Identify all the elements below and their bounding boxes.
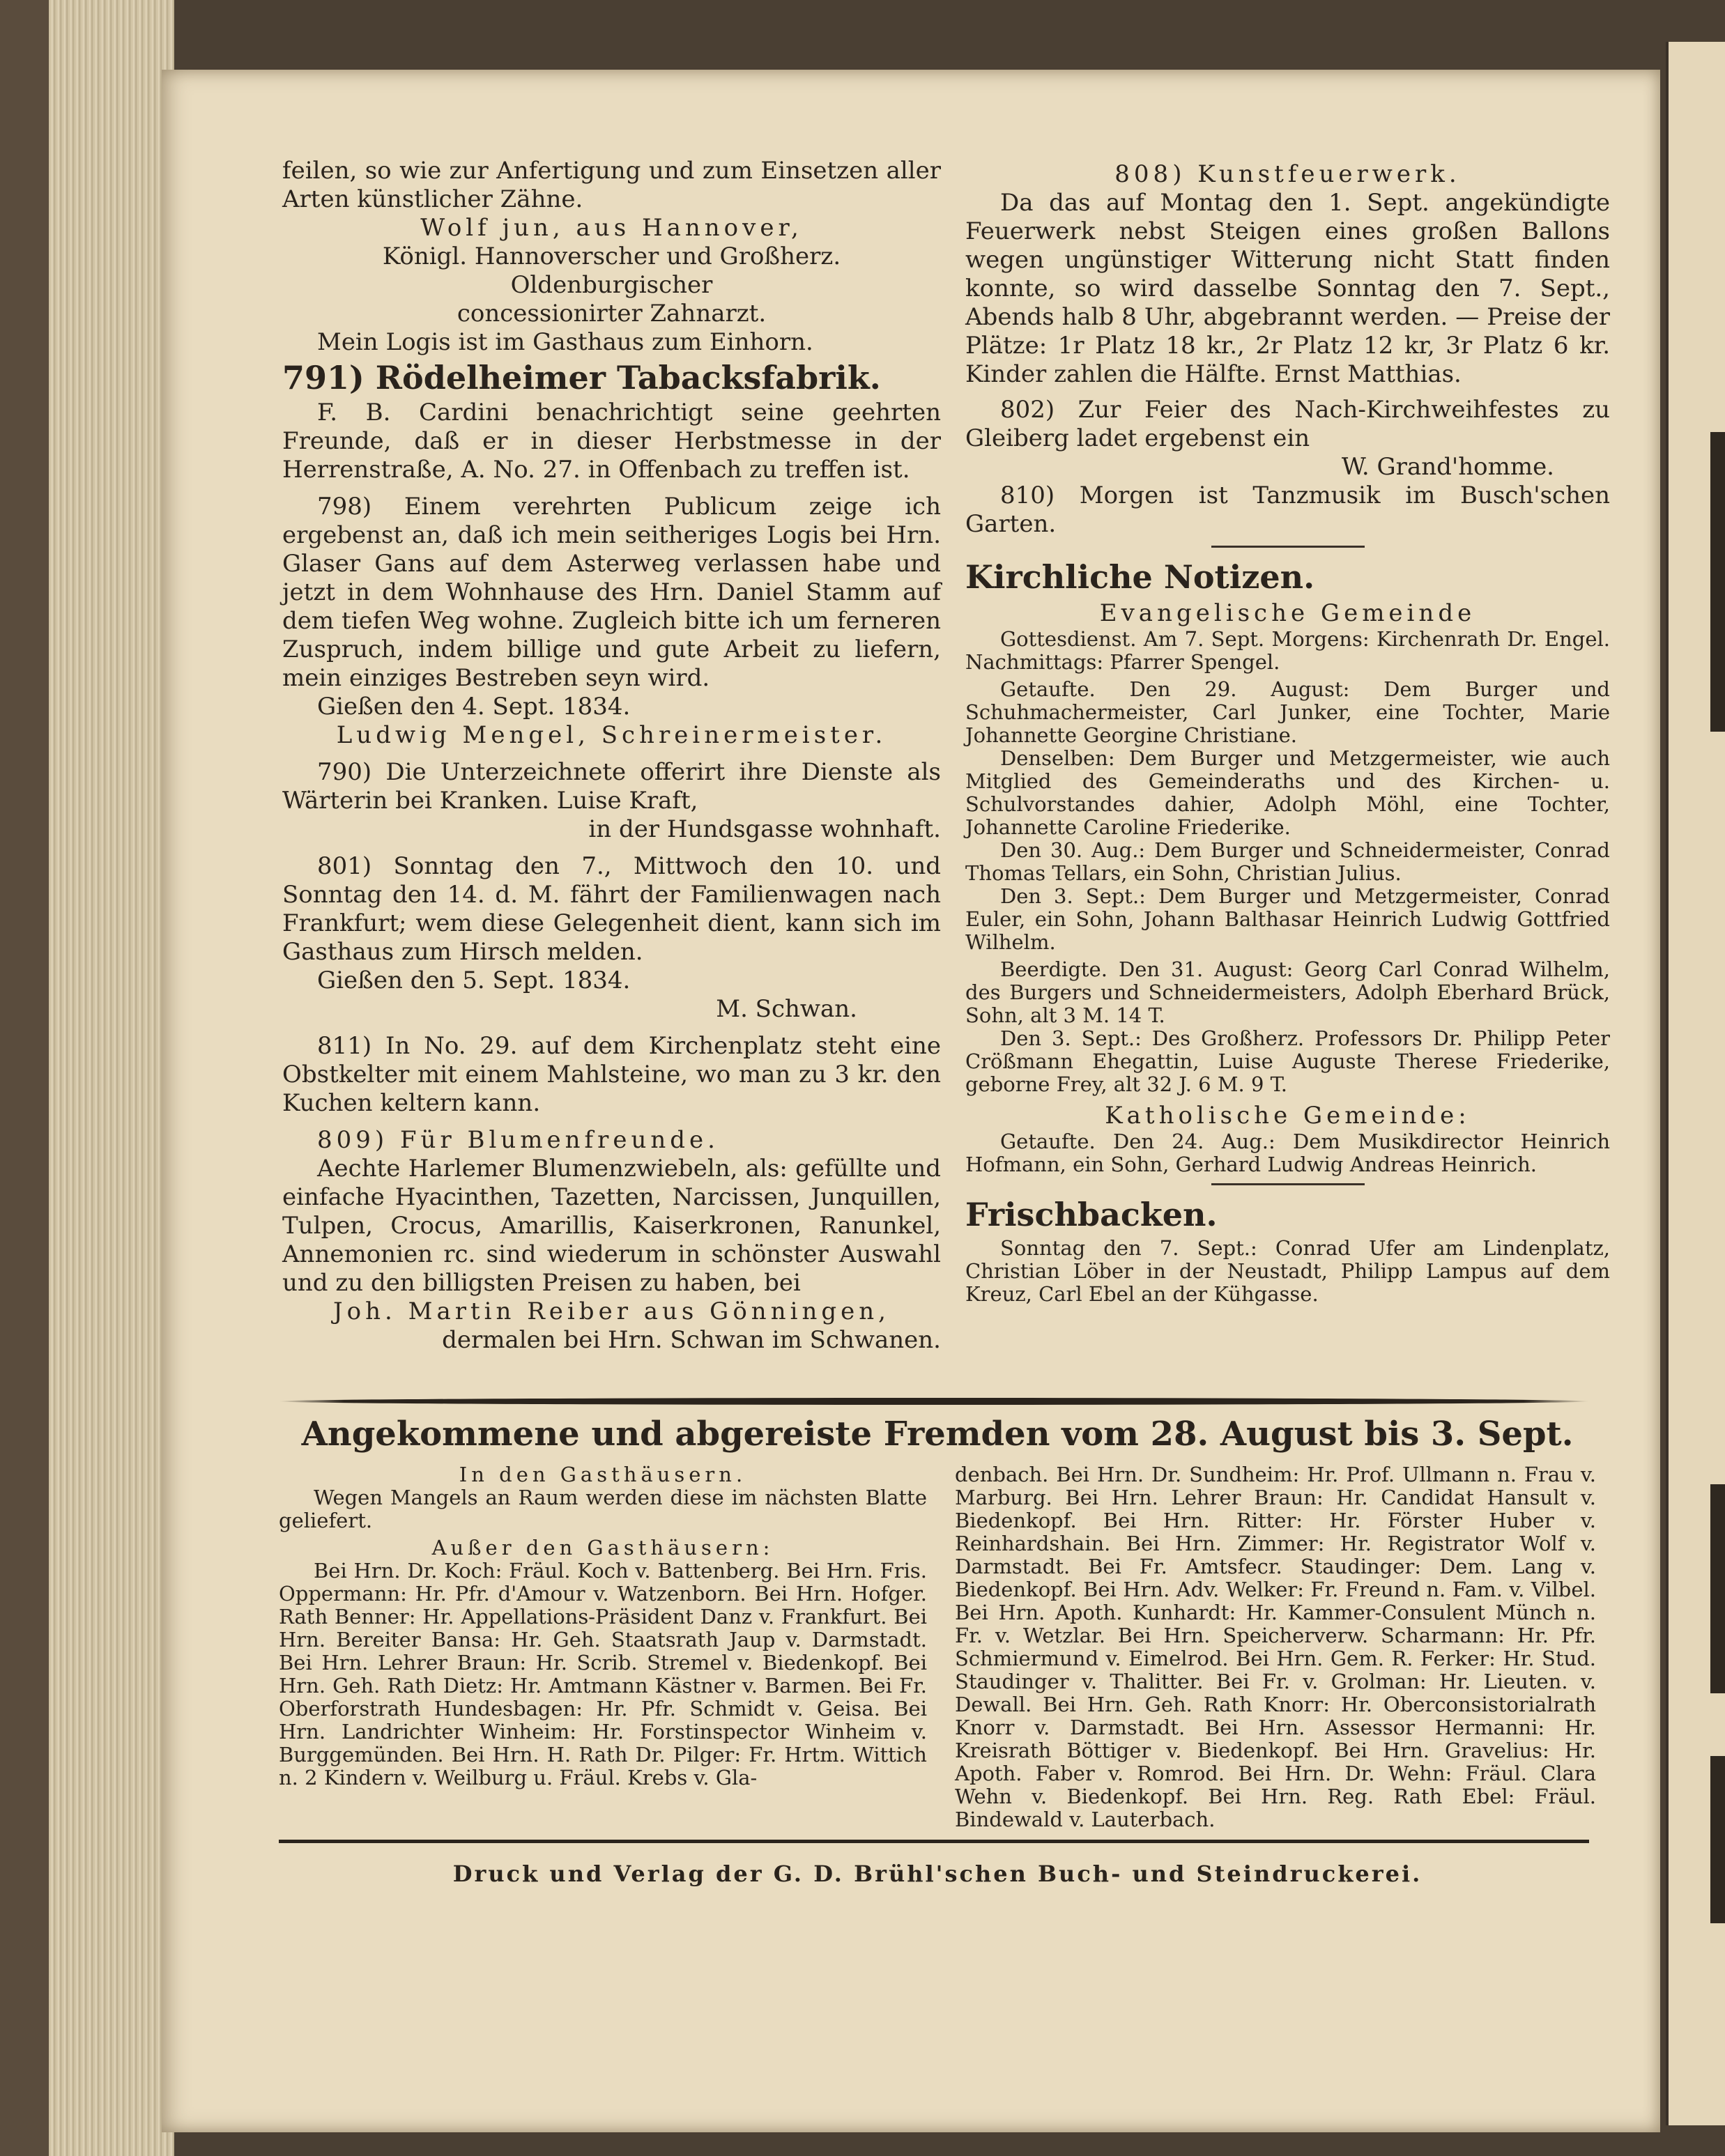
fremden-list-left: Bei Hrn. Dr. Koch: Fräul. Koch v. Battenberg. Bei Hrn. Fris. Oppermann: Hr. Pfr. d'Amour v. Watzenborn. Bei Hrn. Hofger. Rath Benner: Hr. Appellations-Präsident Danz v. Frankfurt. Bei Hrn. Bereiter Bansa: Hr. Geh. Staatsrath Jaup v. Darmstadt. Bei Hrn. Lehrer Braun: Hr. Scrib. Stremel v. Biedenkopf. Bei Hrn. Geh. Rath Dietz: Hr. Amtmann Kästner v. Barmen. Bei Fr. Oberforstrath Hundesbagen: Hr. Pfr. Schmidt v. Geisa. Bei Hrn. Landrichter Winheim: Hr. Forstinspector Winheim v. Burggemünden. Bei Hrn. H. Rath Dr. Pilger: Fr. Hrtm. Wittich n. 2 Kindern v. Weilburg u. Fräul. Krebs v. Gla- <box>279 1559 927 1789</box>
ad-809-signature-2: dermalen bei Hrn. Schwan im Schwanen. <box>442 1326 941 1354</box>
facing-page-text-fragment <box>1710 1484 1725 1693</box>
ad-798-signature: Ludwig Mengel, Schreinermeister. <box>336 721 887 749</box>
wolf-logis: Mein Logis ist im Gasthaus zum Einhorn. <box>317 328 813 356</box>
intro-text: feilen, so wie zur Anfertigung und zum Einsetzen aller Arten künstlicher Zähne. <box>282 157 941 213</box>
facing-page-text-fragment <box>1710 432 1725 732</box>
ad-811-text: 811) In No. 29. auf dem Kirchenplatz steht eine Obstkelter mit einem Mahlsteine, wo man zu 3 kr. den Kuchen keltern kann. <box>282 1032 941 1117</box>
ad-808-text: Da das auf Montag den 1. Sept. angekündigte Feuerwerk nebst Steigen eines großen Ballons wegen ungünstiger Witterung nicht Statt finden konnte, so wird dasselbe Sonntag den 7. Sept., Abends halb 8 Uhr, abgebrannt werden. — Preise der Plätze: 1r Platz 18 kr., 2r Platz 12 kr, 3r Platz 6 kr. Kinder zahlen die Hälfte. Ernst Matthias. <box>965 189 1610 388</box>
frischbacken-text: Sonntag den 7. Sept.: Conrad Ufer am Lindenplatz, Christian Löber in der Neustadt, Philipp Lampus auf dem Kreuz, Carl Ebel an der Kühgasse. <box>965 1236 1610 1306</box>
ad-791-heading: 791) Rödelheimer Tabacksfabrik. <box>282 359 881 396</box>
ad-798-date: Gießen den 4. Sept. 1834. <box>317 693 631 721</box>
ad-801-signature: M. Schwan. <box>716 995 857 1023</box>
bottom-rule <box>279 1840 1589 1843</box>
kirchliche-notizen-heading: Kirchliche Notizen. <box>965 558 1315 596</box>
gasthaeuser-text: Wegen Mangels an Raum werden diese im nächsten Blatte geliefert. <box>279 1486 927 1532</box>
gasthaeuser-heading: In den Gasthäusern. <box>459 1463 747 1486</box>
ad-802-text: 802) Zur Feier des Nach-Kirchweihfestes zu Gleiberg ladet ergebenst ein <box>965 396 1610 452</box>
facing-page-edge <box>1666 42 1725 2125</box>
section-rule <box>1211 546 1365 548</box>
getaufte-entry-4: Den 3. Sept.: Dem Burger und Metzgermeister, Conrad Euler, ein Sohn, Johann Balthasar Heinrich Ludwig Gottfried Wilhelm. <box>965 884 1610 954</box>
fremden-list-right: denbach. Bei Hrn. Dr. Sundheim: Hr. Prof. Ullmann n. Frau v. Marburg. Bei Hrn. Lehrer Braun: Hr. Candidat Hansult v. Biedenkopf. Bei Hrn. Ritter: Hr. Förster Huber v. Reinhardshain. Bei Hrn. Zimmer: Hr. Registrator Wolf v. Darmstadt. Bei Fr. Amtsfecr. Staudinger: Dem. Lang v. Biedenkopf. Bei Hrn. Adv. Welker: Fr. Freund n. Fam. v. Vilbel. Bei Hrn. Apoth. Kunhardt: Hr. Kammer-Consulent Münch n. Fr. v. Wetzlar. Bei Hrn. Speicherverw. Scharmann: Hr. Pfr. Schmiermund v. Eimelrod. Bei Hrn. Gem. R. Ferker: Hr. Stud. Staudinger v. Thalitter. Bei Fr. v. Grolman: Hr. Lieuten. v. Dewall. Bei Hrn. Geh. Rath Knorr: Hr. Oberconsistorialrath Knorr v. Darmstadt. Bei Hrn. Assessor Hermanni: Hr. Kreisrath Böttiger v. Biedenkopf. Bei Hrn. Gravelius: Hr. Apoth. Faber v. Romrod. Bei Hrn. Dr. Wehn: Fräul. Clara Wehn v. Biedenkopf. Bei Hrn. Reg. Rath Ebel: Fräul. Bindewald v. Lauterbach. <box>955 1463 1596 1831</box>
ad-798-text: 798) Einem verehrten Publicum zeige ich ergebenst an, daß ich mein seitheriges Logis bei Hrn. Glaser Gans auf dem Asterweg verlassen habe und jetzt in dem Wohnhause des Hrn. Daniel Stamm auf dem tiefen Weg wohne. Zugleich bitte ich um ferneren Zuspruch, indem billige und gute Arbeit zu liefern, mein einziges Bestreben seyn wird. <box>282 493 941 692</box>
getaufte-entry-2: Denselben: Dem Burger und Metzgermeister, wie auch Mitglied des Gemeinderaths und des Kirchen- u. Schulvorstandes dahier, Adolph Möhl, eine Tochter, Johannette Caroline Friederike. <box>965 746 1610 839</box>
wolf-name: Wolf jun, aus Hannover, <box>420 214 803 242</box>
ad-801-date: Gießen den 5. Sept. 1834. <box>317 967 631 994</box>
gottesdienst-text: Gottesdienst. Am 7. Sept. Morgens: Kirchenrath Dr. Engel. Nachmittags: Pfarrer Spengel. <box>965 627 1610 674</box>
ad-809-signature-1: Joh. Martin Reiber aus Gönningen, <box>333 1298 890 1325</box>
fremden-left-column <box>279 1463 927 1789</box>
ad-809-text: Aechte Harlemer Blumenzwiebeln, als: gefüllte und einfache Hyacinthen, Tazetten, Narcissen, Junquillen, Tulpen, Crocus, Amarillis, Kaiserkronen, Ranunkel, Annemonien rc. sind wiederum in schönster Auswahl und zu den billigsten Preisen zu haben, bei <box>282 1155 941 1297</box>
beerdigte-entry-1: Beerdigte. Den 31. August: Georg Carl Conrad Wilhelm, des Burgers und Schneidermeisters, Adolph Eberhard Brück, Sohn, alt 3 M. 14 T. <box>965 957 1610 1027</box>
ad-810-text: 810) Morgen ist Tanzmusik im Busch'schen Garten. <box>965 482 1610 538</box>
ad-790-address: in der Hundsgasse wohnhaft. <box>588 815 941 843</box>
facing-page-text-fragment <box>1710 1756 1725 1923</box>
ad-809-heading: 809) Für Blumenfreunde. <box>317 1126 719 1154</box>
katholische-getaufte-entry: Getaufte. Den 24. Aug.: Dem Musikdirector Heinrich Hofmann, ein Sohn, Gerhard Ludwig Andreas Heinrich. <box>965 1130 1610 1176</box>
printer-imprint: Druck und Verlag der G. D. Brühl'schen Buch- und Steindruckerei. <box>452 1861 1423 1887</box>
ausser-gasthaeuser-heading: Außer den Gasthäusern: <box>431 1536 774 1560</box>
getaufte-entry-1: Getaufte. Den 29. August: Dem Burger und Schuhmachermeister, Carl Junker, eine Tochter, Marie Johannette Georgine Christiane. <box>965 677 1610 747</box>
ad-790-text: 790) Die Unterzeichnete offerirt ihre Dienste als Wärterin bei Kranken. Luise Kraft, <box>282 758 941 815</box>
left-column <box>282 157 941 1355</box>
fremden-title: Angekommene und abgereiste Fremden vom 28. August bis 3. Sept. <box>301 1415 1574 1454</box>
ad-801-text: 801) Sonntag den 7., Mittwoch den 10. und Sonntag den 14. d. M. fährt der Familienwagen nach Frankfurt; wem diese Gelegenheit dient, kann sich im Gasthaus zum Hirsch melden. <box>282 852 941 966</box>
fremden-right-column <box>955 1463 1596 1831</box>
wolf-title-line2: concessionirter Zahnarzt. <box>457 300 767 328</box>
ornamental-rule <box>279 1398 1589 1405</box>
right-column <box>965 160 1610 1306</box>
evangelische-gemeinde-heading: Evangelische Gemeinde <box>1099 599 1476 627</box>
ad-802-signature: W. Grand'homme. <box>1341 453 1554 481</box>
ad-808-heading: 808) Kunstfeuerwerk. <box>1114 160 1461 188</box>
katholische-gemeinde-heading: Katholische Gemeinde: <box>1105 1102 1471 1130</box>
frischbacken-heading: Frischbacken. <box>965 1196 1218 1233</box>
beerdigte-entry-2: Den 3. Sept.: Des Großherz. Professors Dr. Philipp Peter Crößmann Ehegattin, Luise Auguste Therese Friederike, geborne Frey, alt 32 J. 6 M. 9 T. <box>965 1026 1610 1096</box>
wolf-title-line1: Königl. Hannoverscher und Großherz. Oldenburgischer <box>382 242 841 299</box>
ad-791-text: F. B. Cardini benachrichtigt seine geehrten Freunde, daß er in dieser Herbstmesse in der Herrenstraße, A. No. 27. in Offenbach zu treffen ist. <box>282 399 941 484</box>
getaufte-entry-3: Den 30. Aug.: Dem Burger und Schneidermeister, Conrad Thomas Tellars, ein Sohn, Christian Julius. <box>965 838 1610 885</box>
book-cover-edge <box>0 0 49 2156</box>
section-rule <box>1211 1183 1365 1185</box>
